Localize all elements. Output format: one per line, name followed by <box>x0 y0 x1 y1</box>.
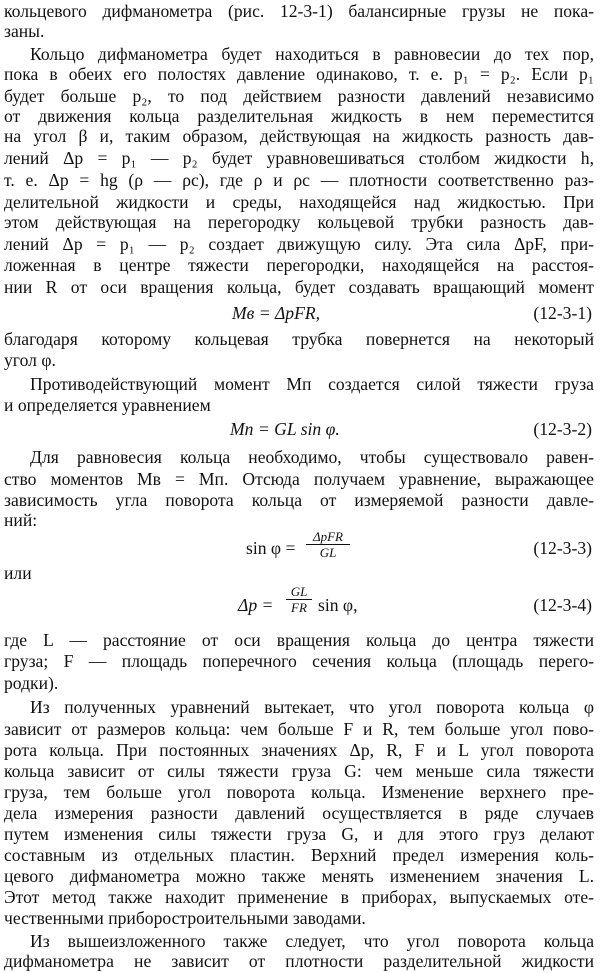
text-line: кольца зависит от силы тяжести груза G: чем меньше сила тяжести <box>4 761 594 781</box>
text-line: делительной жидкости и среды, находящейся над жидкостью. При <box>4 192 594 212</box>
equation-12-3-2: Mп = GL sin φ. <box>230 419 340 439</box>
text-line: составным из отдельных пластин. Верхний предел измерения коль- <box>4 845 594 865</box>
text-line: и определяется уравнением <box>4 395 211 415</box>
text-line: Для равновесия кольца необходимо, чтобы существовало равен- <box>30 447 594 467</box>
equation-12-3-3-fraction <box>306 529 350 560</box>
text-line: от движения кольца разделительная жидкость в нем переместится <box>4 106 594 126</box>
text-line: Из вышеизложенного также следует, что угол поворота кольца <box>30 931 594 951</box>
text-line: ний: <box>4 510 38 530</box>
text-line: нии R от оси вращения кольца, будет создавать вращающий момент <box>4 277 594 297</box>
text-line: груза; F — площадь поперечного сечения кольца (площадь перего- <box>4 651 594 671</box>
text-line: дела измерения разности давлений осуществляется в ряде случаев <box>4 803 594 823</box>
equation-number: (12-3-2) <box>533 419 592 439</box>
text-line: лений Δp = p₁ — p₂ создает движущую силу. Эта сила ΔpF, при- <box>4 234 594 254</box>
text-line: цевого дифманометра можно также менять изменением значения L. <box>4 866 594 886</box>
text-line: груза, тем больше угол поворота кольца. Изменение верхнего пре- <box>4 782 594 802</box>
text-line: где L — расстояние от оси вращения кольца до центра тяжести <box>4 630 594 650</box>
text-line: заны. <box>4 21 45 41</box>
text-line: зависимость угла поворота кольца от измеряемой разности давле- <box>4 490 594 510</box>
text-line: благодаря которому кольцевая трубка повернется на некоторый <box>4 329 594 349</box>
text-line: зависит от размеров кольца: чем больше F и R, тем больше угол пово- <box>4 719 594 739</box>
fraction-denominator: FR <box>291 600 307 615</box>
text-line: Противодействующий момент Mп создается силой тяжести груза <box>30 374 594 394</box>
text-line: т. е. Δp = hg (ρ — ρс), где ρ и ρс — плотности соответственно раз- <box>4 170 594 190</box>
text-line: лений Δp = p₁ — p₂ будет уравновешиваться столбом жидкости h, <box>4 148 594 168</box>
equation-12-3-4-fraction <box>286 584 312 615</box>
fraction-denominator: GL <box>319 545 337 560</box>
text-line: дифманометра не зависит от плотности разделительной жидкости <box>4 951 594 971</box>
text-line: Этот метод также находит применение в приборах, выпускаемых оте- <box>4 887 594 907</box>
text-line: рота кольца. При постоянных значениях Δp, R, F и L угол поворота <box>4 740 594 760</box>
text-line: родки). <box>4 673 59 693</box>
equation-number: (12-3-1) <box>533 303 592 323</box>
equation-12-3-4-lhs: Δp = <box>238 595 274 615</box>
text-line: или <box>4 563 32 583</box>
equation-12-3-3-lhs: sin φ = <box>246 538 296 558</box>
equation-number: (12-3-3) <box>533 538 592 558</box>
text-line: будет больше p₂, то под действием разности давлений независимо <box>4 86 594 106</box>
fraction-numerator: GL <box>290 584 308 599</box>
text-line: угол φ. <box>4 350 56 370</box>
equation-12-3-1: Mв = ΔpFR, <box>232 303 320 323</box>
text-line: ство моментов Mв = Mп. Отсюда получаем уравнение, выражающее <box>4 469 594 489</box>
text-line: путем изменения силы тяжести груза G, и для этого груз делают <box>4 824 594 844</box>
text-line: ложенная в центре тяжести перегородки, находящейся на расстоя- <box>4 255 594 275</box>
text-line: на угол β и, таким образом, действующая на жидкость разность дав- <box>4 126 594 146</box>
text-line: Из полученных уравнений вытекает, что угол поворота кольца φ <box>30 697 594 717</box>
text-line: этом действующая на перегородку кольцевой трубки разность дав- <box>4 212 594 232</box>
equation-number: (12-3-4) <box>533 595 592 615</box>
text-line: Кольцо дифманометра будет находиться в равновесии до тех пор, <box>30 44 594 64</box>
text-line: чественными приборостроительными заводами. <box>4 908 366 928</box>
text-line: кольцевого дифманометра (рис. 12-3-1) балансирные грузы не пока- <box>4 1 594 21</box>
text-line: пока в обеих его полостях давление одинаково, т. е. p₁ = p₂. Если p₁ <box>4 64 594 84</box>
equation-12-3-4-rhs: sin φ, <box>318 595 358 615</box>
fraction-numerator: ΔpFR <box>312 529 343 544</box>
